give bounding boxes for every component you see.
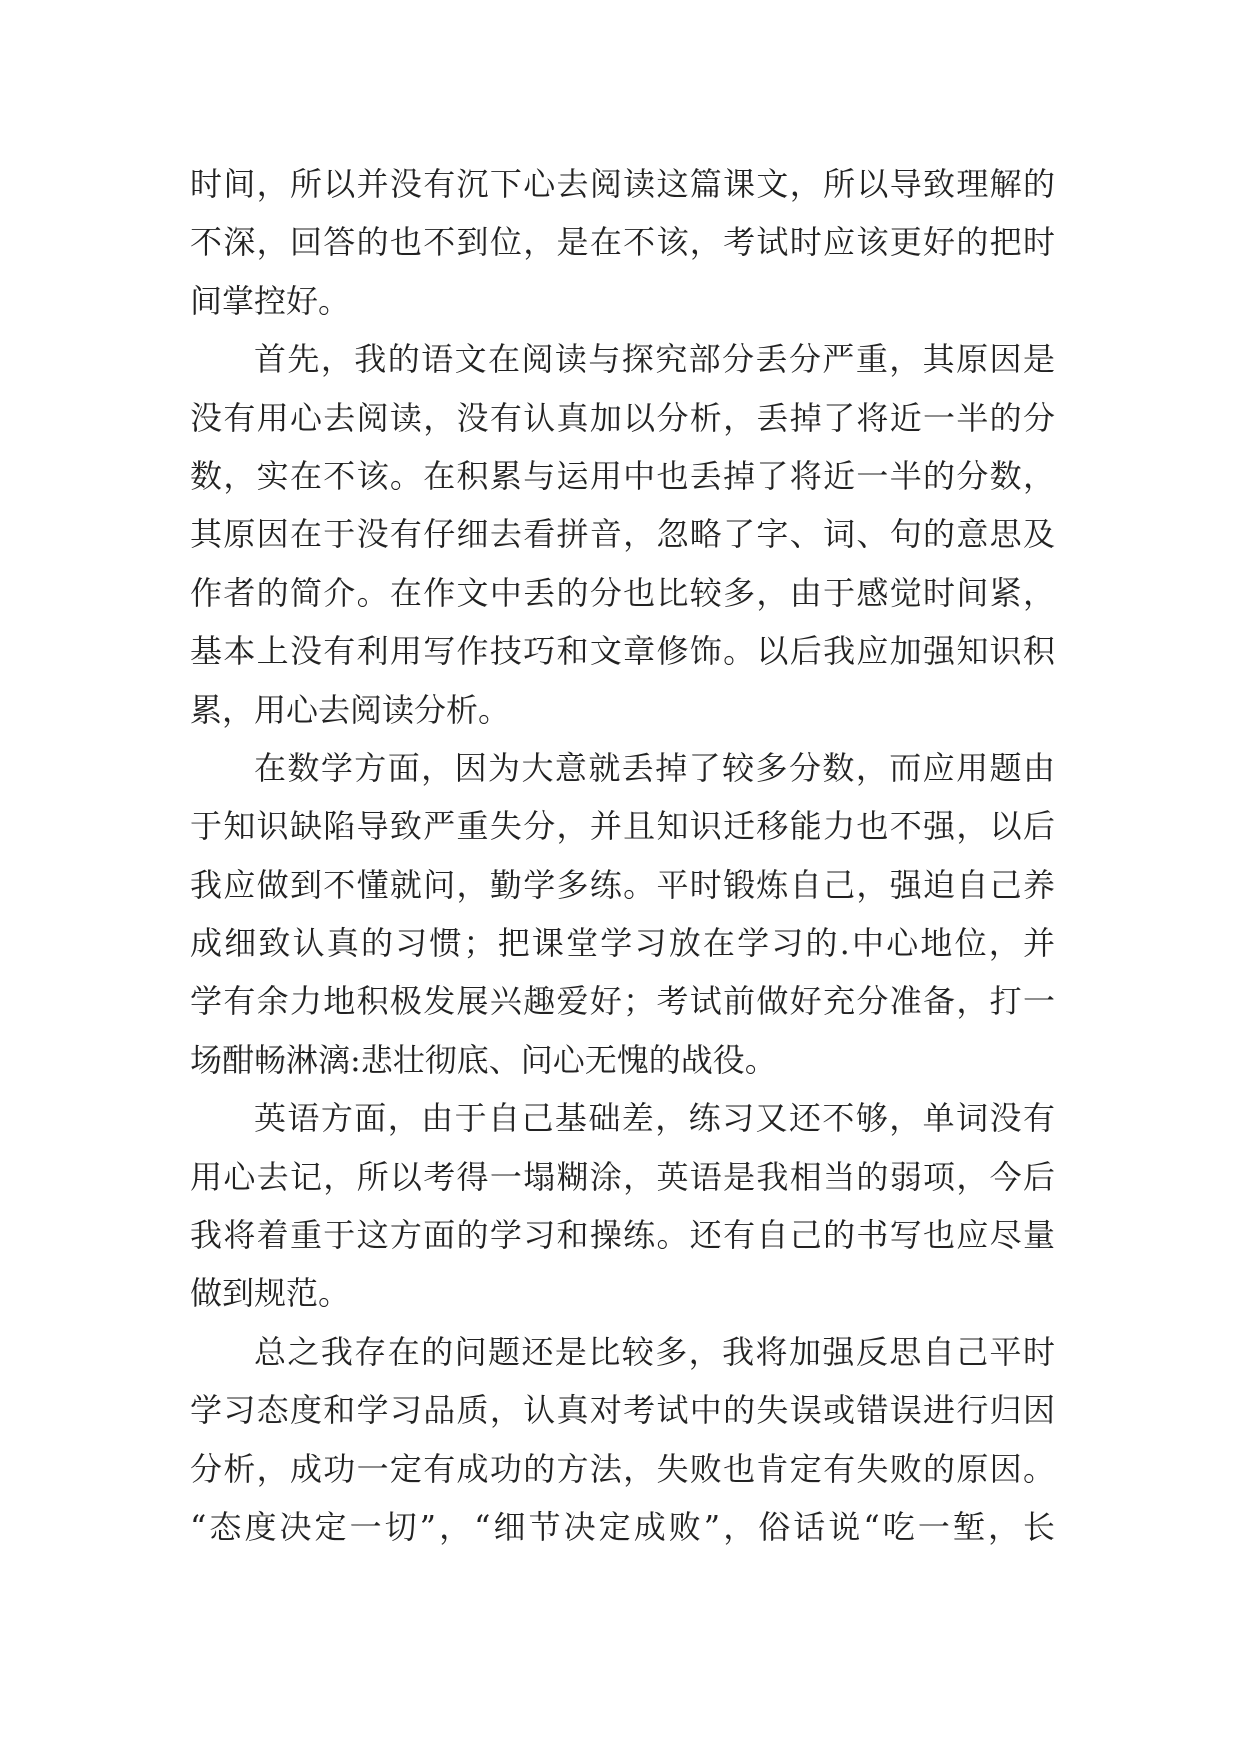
- text-line: 作者的简介。在作文中丢的分也比较多，由于感觉时间紧，: [190, 573, 1055, 612]
- text-line: 时间，所以并没有沉下心去阅读这篇课文，所以导致理解的: [190, 165, 1055, 203]
- text-line: 我将着重于这方面的学习和操练。还有自己的书写也应尽量: [190, 1216, 1055, 1255]
- text-line: 用心去记，所以考得一塌糊涂，英语是我相当的弱项，今后: [190, 1157, 1055, 1196]
- text-line: 场酣畅淋漓:悲壮彻底、问心无愧的战役。: [190, 1040, 777, 1079]
- text-line: 累，用心去阅读分析。: [190, 690, 511, 729]
- text-line: 在数学方面，因为大意就丢掉了较多分数，而应用题由: [254, 748, 1055, 787]
- paragraph: [190, 1323, 1055, 1557]
- text-line: 我应做到不懂就问，勤学多练。平时锻炼自己，强迫自己养: [190, 865, 1055, 904]
- text-line: 学有余力地积极发展兴趣爱好；考试前做好充分准备，打一: [190, 982, 1055, 1021]
- paragraph: [190, 330, 1055, 739]
- text-line: “态度决定一切”，“细节决定成败”，俗话说“吃一堑，长: [190, 1507, 1055, 1546]
- text-line: 基本上没有利用写作技巧和文章修饰。以后我应加强知识积: [190, 632, 1055, 671]
- text-line: 学习态度和学习品质，认真对考试中的失误或错误进行归因: [190, 1391, 1055, 1430]
- text-line: 成细致认真的习惯；把课堂学习放在学习的.中心地位，并: [190, 924, 1055, 963]
- text-line: 数，实在不该。在积累与运用中也丢掉了将近一半的分数，: [190, 456, 1055, 495]
- text-line: 做到规范。: [190, 1274, 351, 1313]
- paragraph: [190, 739, 1055, 1089]
- paragraph: [190, 155, 1055, 330]
- text-line: 于知识缺陷导致严重失分，并且知识迁移能力也不强，以后: [190, 807, 1055, 846]
- text-line: 英语方面，由于自己基础差，练习又还不够，单词没有: [254, 1099, 1055, 1138]
- text-line: 不深，回答的也不到位，是在不该，考试时应该更好的把时: [190, 223, 1055, 262]
- paragraph: [190, 1089, 1055, 1323]
- text-line: 其原因在于没有仔细去看拼音，忽略了字、词、句的意思及: [190, 515, 1055, 554]
- text-line: 首先，我的语文在阅读与探究部分丢分严重，其原因是: [254, 340, 1055, 379]
- text-line: 分析，成功一定有成功的方法，失败也肯定有失败的原因。: [190, 1449, 1055, 1488]
- body-text: [190, 155, 1055, 1556]
- text-line: 没有用心去阅读，没有认真加以分析，丢掉了将近一半的分: [190, 398, 1055, 437]
- text-line: 间掌控好。: [190, 281, 351, 320]
- text-line: 总之我存在的问题还是比较多，我将加强反思自己平时: [254, 1332, 1055, 1371]
